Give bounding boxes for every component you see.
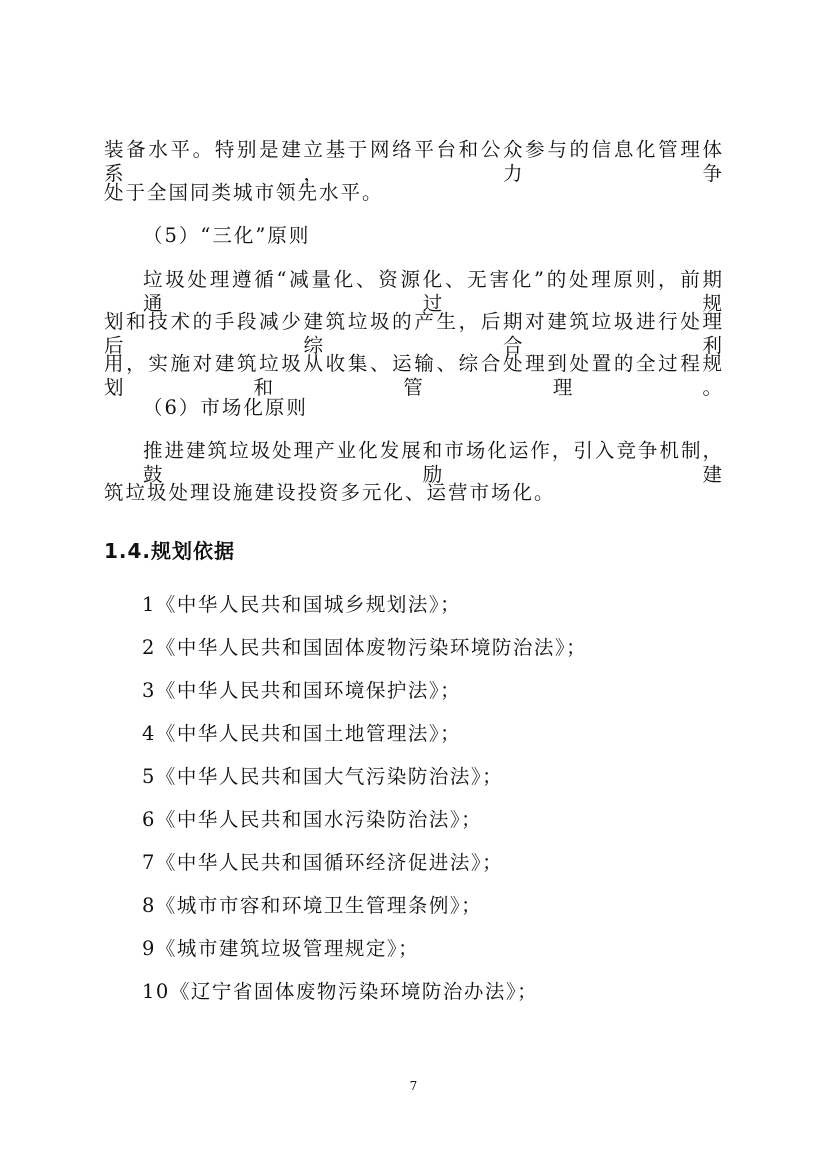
reference-item: 3《中华人民共和国环境保护法》； xyxy=(142,679,462,702)
reference-item: 6《中华人民共和国水污染防治法》； xyxy=(142,808,483,831)
paragraph-line: 划和技术的手段减少建筑垃圾的产生，后期对建筑垃圾进行处理后综合利 xyxy=(104,310,724,357)
paragraph-line: 装备水平。特别是建立基于网络平台和公众参与的信息化管理体系，力争 xyxy=(104,138,724,185)
reference-item: 9《城市建筑垃圾管理规定》； xyxy=(142,937,420,960)
reference-item: 7《中华人民共和国循环经济促进法》； xyxy=(142,851,504,874)
subheading-6: （6）市场化原则 xyxy=(143,396,308,419)
reference-item: 1《中华人民共和国城乡规划法》； xyxy=(142,593,462,616)
paragraph-line: 处于全国同类城市领先水平。 xyxy=(104,181,384,204)
reference-item: 8《城市市容和环境卫生管理条例》； xyxy=(142,894,483,917)
section-heading: 1.4.规划依据 xyxy=(104,539,236,563)
paragraph-line: 推进建筑垃圾处理产业化发展和市场化运作，引入竞争机制，鼓励建 xyxy=(143,439,724,486)
paragraph-line: 垃圾处理遵循“减量化、资源化、无害化”的处理原则，前期通过规 xyxy=(143,268,724,315)
paragraph-line: 用，实施对建筑垃圾从收集、运输、综合处理到处置的全过程规划和管理。 xyxy=(104,352,724,399)
reference-item: 5《中华人民共和国大气污染防治法》； xyxy=(142,765,504,788)
page-number: 7 xyxy=(409,1079,418,1093)
reference-item: 10《辽宁省固体废物污染环境防治办法》； xyxy=(142,980,539,1003)
reference-item: 2《中华人民共和国固体废物污染环境防治法》； xyxy=(142,636,588,659)
reference-item: 4《中华人民共和国土地管理法》； xyxy=(142,722,462,745)
paragraph-line: 筑垃圾处理设施建设投资多元化、运营市场化。 xyxy=(104,481,556,504)
subheading-5: （5）“三化”原则 xyxy=(143,224,311,247)
